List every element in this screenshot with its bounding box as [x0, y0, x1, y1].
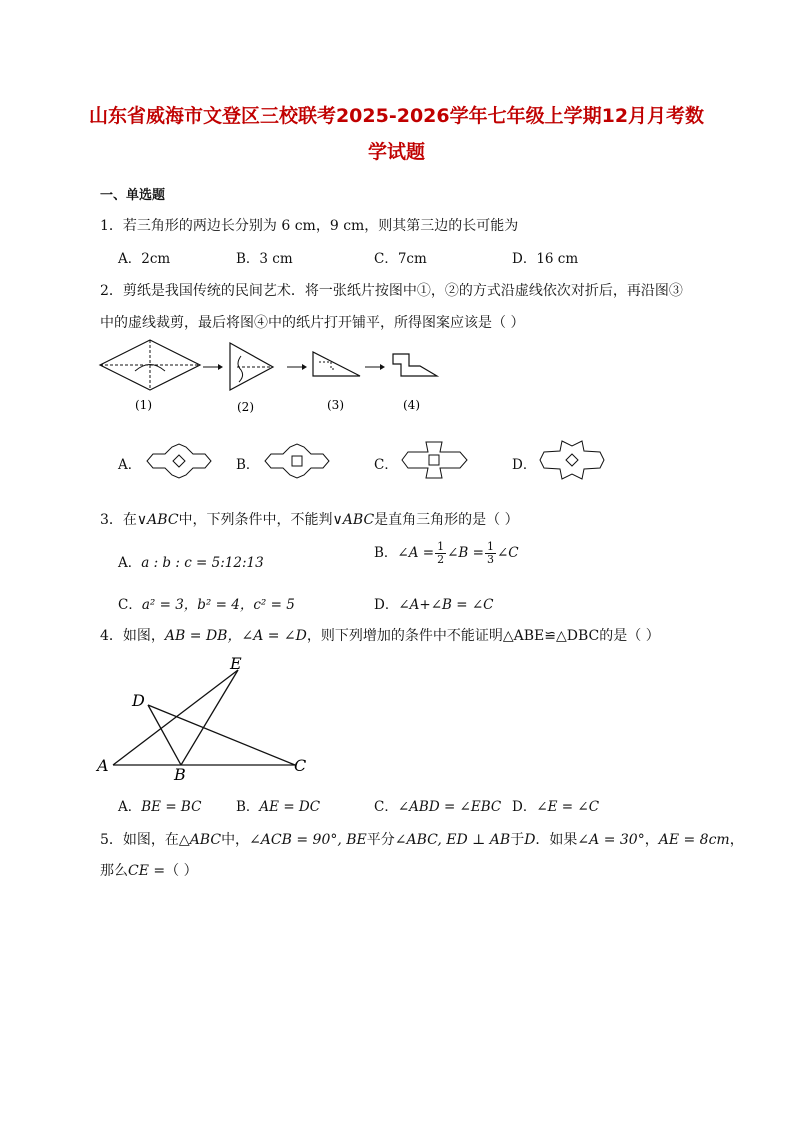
- q4-text-1: 4．如图，: [100, 628, 165, 644]
- q2-option-c: C．: [374, 457, 398, 473]
- segment-dc: [148, 705, 295, 765]
- q3-option-d-letter: D．: [374, 597, 399, 613]
- paper-folding-figure: [95, 338, 445, 418]
- question-2-stem-line-2: 中的虚线裁剪，最后将图④中的纸片打开铺平，所得图案应该是（ ）: [100, 315, 525, 331]
- q3-option-d-expr: ∠A+∠B = ∠C: [398, 597, 494, 613]
- q5-math-3: ∠ABC, ED ⊥ AB: [394, 832, 511, 848]
- q3-text-3: 是直角三角形的是（ ）: [374, 512, 519, 528]
- q3-option-a: [118, 551, 264, 571]
- q3-text-1: 3．在: [100, 512, 137, 528]
- q4-option-a-letter: A．: [118, 799, 142, 815]
- q3-triangle-2: ∨ABC: [332, 512, 375, 528]
- q2-option-a: A．: [118, 457, 142, 473]
- q5-math-7: CE =: [128, 863, 166, 879]
- q1-option-b: B．3 cm: [236, 251, 293, 267]
- q4-option-c-expr: ∠ABD = ∠EBC: [397, 799, 502, 815]
- fold-step-4-figure: [393, 354, 437, 376]
- q4-option-d: [512, 795, 599, 815]
- q5-math-2: ∠ACB = 90°, BE: [249, 832, 367, 848]
- q4-option-b-expr: AE = DC: [259, 799, 321, 815]
- q3-option-b-angle-b: ∠B =: [447, 545, 484, 561]
- q3-triangle-1: ∨ABC: [136, 512, 179, 528]
- frac-numerator: 1: [437, 540, 445, 553]
- q5-text-1: 5．如图，在: [100, 832, 179, 848]
- point-label-b: B: [174, 765, 186, 784]
- figure-label-3: (3): [327, 398, 344, 412]
- fold-step-3-figure: [313, 352, 360, 376]
- q3-option-d: [374, 593, 493, 613]
- q4-option-a: [118, 795, 201, 815]
- point-label-e: E: [230, 654, 242, 673]
- figure-label-4: (4): [403, 398, 420, 412]
- q5-math-1: △ABC: [178, 832, 222, 848]
- section-heading: 一、单选题: [100, 188, 166, 203]
- q5-math-6: AE = 8cm: [658, 832, 730, 848]
- arrow-icon: [203, 364, 223, 370]
- q5-text-4: 于: [510, 832, 525, 848]
- q5-math-4: D: [524, 832, 536, 848]
- triangle-diagram: [95, 650, 325, 785]
- q5-text-7: ，: [729, 832, 744, 848]
- q4-condition: AB = DB，∠A = ∠D: [164, 628, 307, 644]
- q2-option-d-pattern: [538, 438, 608, 482]
- q1-option-c: C．7cm: [374, 251, 427, 267]
- q2-option-d: D．: [512, 457, 537, 473]
- frac-denominator: 2: [437, 553, 445, 566]
- q4-text-2: ，则下列增加的条件中不能证明△ABE≌△DBC的是（ ）: [306, 628, 660, 644]
- fraction-one-half: [435, 541, 446, 566]
- fraction-one-third: [485, 541, 496, 566]
- question-5-stem-line-1: [100, 829, 744, 849]
- q4-option-b-letter: B．: [236, 799, 260, 815]
- q4-option-c-letter: C．: [374, 799, 398, 815]
- q3-option-b-angle-c: ∠C: [496, 545, 519, 561]
- q2-option-b: B．: [236, 457, 260, 473]
- q4-option-a-expr: BE = BC: [141, 799, 202, 815]
- point-label-c: C: [294, 756, 307, 775]
- frac-numerator: 1: [486, 540, 494, 553]
- q4-option-c: [374, 795, 501, 815]
- q5-text-8: 那么: [100, 863, 128, 879]
- question-1-stem: 1．若三角形的两边长分别为 6 cm，9 cm，则其第三边的长可能为: [100, 218, 519, 234]
- point-label-a: A: [97, 756, 109, 775]
- q4-option-d-letter: D．: [512, 799, 537, 815]
- q4-option-d-expr: ∠E = ∠C: [536, 799, 600, 815]
- point-label-d: D: [132, 691, 145, 710]
- q3-option-b: [374, 541, 519, 566]
- q3-option-b-angle-a: ∠A =: [397, 545, 435, 561]
- fold-step-1-figure: [100, 340, 200, 390]
- q5-text-5: ．如果: [535, 832, 578, 848]
- q5-text-9: （ ）: [165, 863, 198, 879]
- q3-option-a-letter: A．: [118, 555, 142, 571]
- question-2-stem-line-1: 2．剪纸是我国传统的民间艺术．将一张纸片按图中①，②的方式沿虚线依次对折后，再沿图③: [100, 283, 683, 299]
- question-5-stem-line-2: [100, 860, 198, 880]
- q4-option-b: [236, 795, 320, 815]
- question-3-stem: [100, 509, 519, 529]
- title-line-2: 学试题: [367, 141, 425, 163]
- q5-text-6: ，: [644, 832, 659, 848]
- q5-math-5: ∠A = 30°: [577, 832, 645, 848]
- question-4-stem: [100, 625, 660, 645]
- exam-title: [60, 98, 733, 170]
- frac-denominator: 3: [486, 553, 494, 566]
- q1-option-d: D．16 cm: [512, 251, 579, 267]
- title-line-1: 山东省威海市文登区三校联考2025-2026学年七年级上学期12月月考数: [88, 105, 705, 127]
- q3-option-c-expr: a² = 3，b² = 4，c² = 5: [141, 597, 295, 613]
- segment-be: [181, 670, 238, 765]
- figure-label-2: (2): [237, 400, 254, 414]
- q5-text-3: 平分: [366, 832, 395, 848]
- arrow-icon: [287, 364, 307, 370]
- q3-option-a-expr: a : b : c = 5:12:13: [141, 555, 264, 571]
- segment-ae: [113, 670, 238, 765]
- q3-option-c-letter: C．: [118, 597, 142, 613]
- q2-option-c-pattern: [400, 440, 470, 482]
- figure-label-1: (1): [135, 398, 152, 412]
- q2-option-b-pattern: [263, 442, 333, 480]
- q1-option-a: A．2cm: [118, 251, 171, 267]
- q5-text-2: 中，: [221, 832, 250, 848]
- arrow-icon: [365, 364, 385, 370]
- q3-option-b-letter: B．: [374, 545, 398, 561]
- q3-text-2: 中，下列条件中，不能判: [178, 512, 333, 528]
- q3-option-c: [118, 593, 295, 613]
- fold-step-2-figure: [230, 343, 273, 390]
- q2-option-a-pattern: [145, 442, 213, 480]
